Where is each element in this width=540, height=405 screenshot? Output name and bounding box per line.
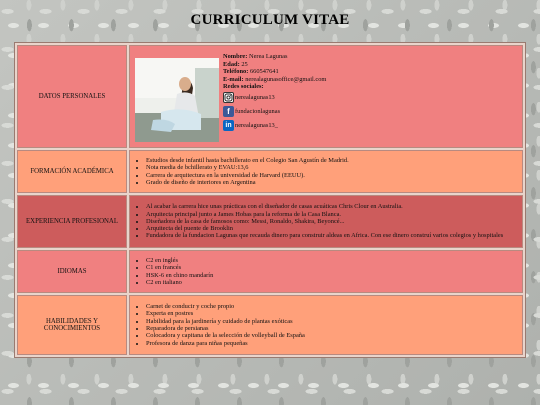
list-item: • Habilidad para la jardinería y cuidado de plantas exóticas xyxy=(146,318,522,325)
email-value[interactable]: nerealagunasoffice@gmail.com xyxy=(245,75,327,83)
list-item: • Grado de diseño de interiores en Argentina xyxy=(146,179,522,186)
list-item: • HSK-6 en chino mandarín xyxy=(146,272,522,279)
list-item: • C2 en inglés xyxy=(146,257,522,264)
languages-label: IDIOMAS xyxy=(17,250,127,293)
facebook-link[interactable] xyxy=(223,105,326,119)
experience-content xyxy=(129,195,523,248)
languages-row xyxy=(17,250,523,293)
facebook-handle: fundacionlagunas xyxy=(235,108,281,116)
education-content xyxy=(129,150,523,193)
age-value: 25 xyxy=(241,60,248,68)
skills-list xyxy=(130,303,522,347)
linkedin-link[interactable] xyxy=(223,119,326,133)
profile-photo xyxy=(135,58,219,142)
list-item: • Al acabar la carrera hice unas prácticas con el diseñador de casas acuáticas Chris Clour en Australia. xyxy=(146,203,522,210)
list-item: • Reparadora de persianas xyxy=(146,325,522,332)
phone-value: 660547641 xyxy=(249,68,279,76)
skills-row xyxy=(17,295,523,355)
phone-line: Teléfono: 660547641 xyxy=(223,68,279,76)
social-label: Redes sociales: xyxy=(223,83,264,91)
list-item: • Estudios desde infantil hasta bachillerato en el Colegio San Agustín de Madrid. xyxy=(146,157,522,164)
facebook-icon: f xyxy=(223,106,234,117)
list-item: • Diseñadora de la casa de famosos como: Messi, Ronaldo, Shakira, Beyoncé... xyxy=(146,218,522,225)
list-item: • C2 en italiano xyxy=(146,279,522,286)
skills-content xyxy=(129,295,523,355)
page-title: CURRICULUM VITAE xyxy=(190,12,350,28)
experience-label: EXPERIENCIA PROFESIONAL xyxy=(17,195,127,248)
education-label: FORMACIÓN ACADÉMICA xyxy=(17,150,127,193)
linkedin-handle: nerealagunas13_ xyxy=(235,122,278,130)
experience-row xyxy=(17,195,523,248)
cv-table xyxy=(14,42,526,358)
instagram-handle: nerealagunas13 xyxy=(235,94,275,102)
languages-content xyxy=(129,250,523,293)
personal-row xyxy=(17,45,523,148)
name-value: Nerea Lagunas xyxy=(248,53,288,60)
instagram-link[interactable] xyxy=(223,91,326,105)
list-item: • Colocadora y capitana de la selección de volleyball de España xyxy=(146,332,522,339)
list-item: • Arquitecta principal junto a James Hobas para la reforma de la Casa Blanca. xyxy=(146,211,522,218)
skills-label: HABILIDADES Y CONOCIMIENTOS xyxy=(17,295,127,355)
email-line: E-mail: nerealagunasoffice@gmail.com xyxy=(223,75,327,83)
list-item: • Fundadora de la fundacion Lagunas que recauda dinero para construir aldeas en Africa. Con ese dinero construí varios colegios y hospitales xyxy=(146,232,522,239)
list-item: • Carrera de arquitectura en la universidad de Harvard (EEUU). xyxy=(146,172,522,179)
name-line: Nombre: Nerea Lagunas xyxy=(223,53,288,60)
languages-list xyxy=(130,257,522,286)
education-row xyxy=(17,150,523,193)
list-item: • Profesora de danza para niñas pequeñas xyxy=(146,340,522,347)
list-item: • Arquitecta del puente de Brooklin xyxy=(146,225,522,232)
experience-list xyxy=(130,203,522,239)
list-item: • Nota media de bchillerato y EVAU:13,6 xyxy=(146,164,522,171)
age-line: Edad: 25 xyxy=(223,60,248,68)
personal-label: DATOS PERSONALES xyxy=(17,45,127,148)
education-list xyxy=(130,157,522,186)
list-item: • Carnet de conducir y coche propio xyxy=(146,303,522,310)
personal-content xyxy=(129,45,523,148)
list-item: • C1 en francés xyxy=(146,264,522,271)
linkedin-icon: in xyxy=(223,120,234,131)
list-item: • Experta en postres xyxy=(146,310,522,317)
instagram-icon xyxy=(223,92,234,103)
